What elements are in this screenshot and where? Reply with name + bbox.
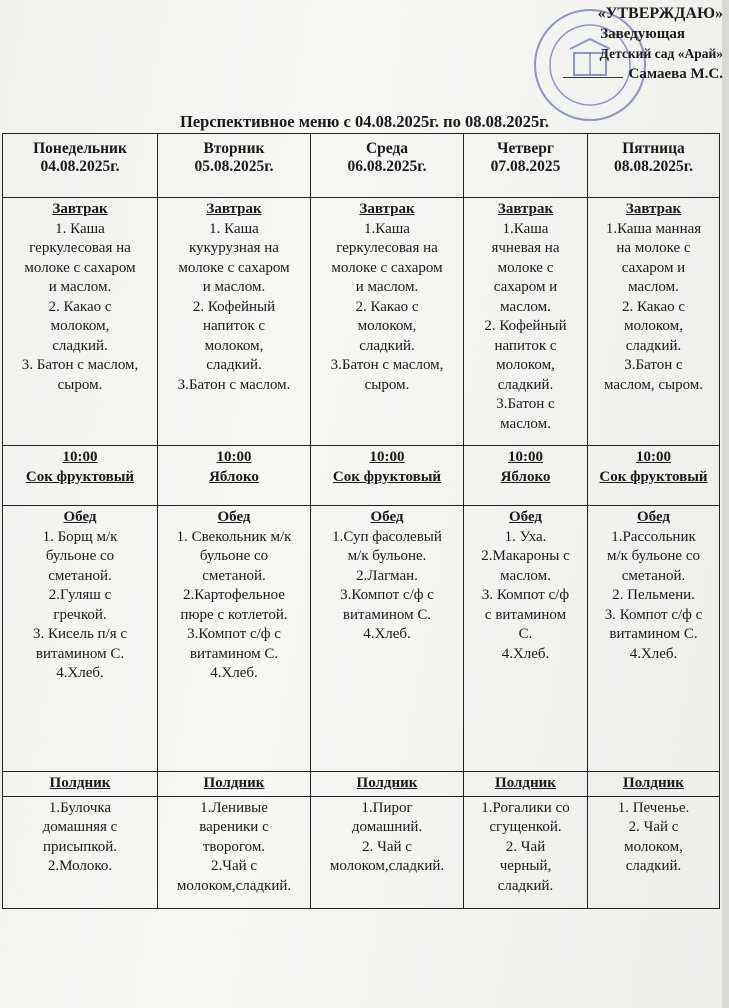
approval-position: Заведующая [600,26,685,42]
menu-item-line: витамином С. [35,645,125,662]
snack10-cell: 10:00 Яблоко [158,446,311,506]
afternoon-label-cell: Полдник [158,772,311,797]
menu-item-line: 1. Каша [55,220,105,237]
menu-item-line: 3. Батон с маслом, [21,357,139,373]
snack10-cell: 10:00 Сок фруктовый [3,446,158,506]
menu-item-line: молоком, [624,838,683,855]
day-header: Четверг 07.08.2025 [464,134,588,198]
breakfast-label: Завтрак [497,201,554,217]
menu-item-line: 2. Кофейный [484,318,567,334]
day-header: Понедельник 04.08.2025г. [3,134,158,198]
menu-item-line: 2.Чай с [210,858,258,874]
menu-item-line: 2. Чай с [628,819,679,835]
menu-item-line: 3.Батон с [624,357,683,373]
approval-signature-row [493,64,723,84]
menu-item-line: сыром. [57,376,103,393]
breakfast-cell [3,198,158,446]
menu-item-line: 1.Рассольник [611,528,696,545]
menu-item-line: и маслом. [202,279,266,295]
menu-item-line: напиток с [494,337,557,354]
menu-item-line: 1. Борщ м/к [42,528,118,545]
menu-item-line: маслом. [500,567,551,584]
menu-item-line: молоком,сладкий. [329,858,445,874]
menu-item-line: 3. Кисель п/я с [32,626,128,642]
menu-item-line: 1. Печенье. [617,799,690,816]
day-header: Вторник 05.08.2025г. [158,134,311,198]
snack10-cell: 10:00 Сок фруктовый [311,446,464,506]
menu-item-line: 2. Кофейный [192,298,276,315]
day-header: Среда 06.08.2025г. [311,134,464,198]
breakfast-cell [588,198,720,446]
menu-item-line: 2.Гуляш с [48,587,112,603]
menu-table [2,133,720,909]
lunch-label: Обед [508,509,543,525]
menu-item-line: сметаной. [202,567,266,584]
menu-item-line: 3.Компот с/ф с [187,626,281,642]
menu-item-line: 4.Хлеб. [363,626,411,642]
afternoon-row [3,796,720,908]
afternoon-label-cell: Полдник [588,772,720,797]
menu-item-line: 1.Каша манная [605,220,702,237]
menu-item-line: молоке с сахаром [24,259,136,276]
approval-org: Детский сад «Арай» [599,46,723,61]
afternoon-label-cell: Полдник [3,772,158,797]
menu-item-line: 1.Булочка [48,799,112,816]
lunch-cell [588,506,720,772]
menu-item-line: 4.Хлеб. [501,645,550,662]
menu-item-line: пюре с котлетой. [180,606,288,623]
breakfast-label: Завтрак [359,201,415,217]
breakfast-row [3,198,720,446]
menu-item-line: молоке с сахаром [178,259,290,276]
menu-item-line: домашняя с [42,819,118,835]
afternoon-cell [311,796,464,908]
breakfast-cell [464,198,588,446]
menu-item-line: и маслом. [48,279,112,295]
menu-item-line: 3.Батон с маслом, [330,357,444,373]
menu-item-line: 1.Пирог [361,799,413,816]
menu-item-line: м/к бульоне со [606,548,701,564]
menu-item-line: маслом, сыром. [603,376,704,393]
lunch-cell [464,506,588,772]
menu-item-line: м/к бульоне. [347,548,427,564]
menu-item-line: домашний. [351,819,423,835]
menu-item-line: бульоне со [199,548,269,564]
afternoon-label-cell: Полдник [464,772,588,797]
menu-item-line: гречкой. [53,606,107,623]
menu-item-line: С. [518,626,533,642]
menu-item-line: 1.Каша [502,220,549,237]
menu-item-line: сыром. [364,376,410,393]
menu-item-line: и маслом. [355,279,419,295]
menu-item-line: сладкий. [625,858,682,874]
snack10-cell: 10:00 Яблоко [464,446,588,506]
menu-item-line: кукурузная на [189,240,279,256]
afternoon-cell [588,796,720,908]
signature-line [563,67,623,78]
breakfast-cell [311,198,464,446]
menu-item-line: сладкий. [625,337,682,354]
menu-item-line: 2. Какао с [355,298,419,315]
approval-block [493,4,723,84]
menu-item-line: 3.Батон с маслом. [177,376,291,393]
menu-item-line: сладкий. [497,877,554,894]
lunch-label: Обед [370,509,404,525]
menu-item-line: маслом. [628,279,679,295]
lunch-cell [3,506,158,772]
menu-item-line: творогом. [202,838,266,855]
menu-item-line: 4.Хлеб. [210,665,258,681]
menu-item-line: 2. Какао с [621,298,686,315]
menu-item-line: молоком, [204,337,264,354]
menu-item-line: сахаром и [621,259,686,276]
lunch-cell [158,506,311,772]
menu-item-line: сладкий. [52,337,108,354]
approval-heading: «УТВЕРЖДАЮ» [597,5,723,22]
menu-item-line: витамином С. [189,645,279,662]
menu-item-line: 1.Суп фасолевый [332,528,442,545]
menu-item-line: сладкий. [497,376,554,393]
day-header: Пятница 08.08.2025г. [588,134,720,198]
menu-item-line: молоком, [624,318,683,334]
menu-item-line: сладкий. [359,337,415,354]
menu-item-line: 2.Макароны с [481,548,570,564]
menu-item-line: на молоке с [616,240,691,256]
menu-item-line: витамином С. [342,606,432,623]
lunch-row [3,506,720,772]
menu-item-line: молоком, [357,318,417,334]
menu-item-line: черный, [499,858,552,874]
menu-item-line: 4.Хлеб. [56,665,104,681]
snack10-row [3,446,720,506]
menu-item-line: молоке с сахаром [331,259,443,276]
menu-item-line: 3. Компот с/ф [481,587,570,603]
menu-item-line: вареники с [199,819,269,835]
breakfast-label: Завтрак [206,201,262,217]
menu-item-line: 2.Молоко. [47,858,113,874]
menu-item-line: сметаной. [48,567,112,584]
menu-item-line: 2. Чай [505,838,546,855]
lunch-label: Обед [636,509,671,525]
menu-item-line: 1.Каша [364,220,410,237]
menu-item-line: 1.Рогалики со [481,799,570,816]
menu-item-line: 3.Компот с/ф с [340,587,434,603]
page-title: Перспективное меню с 04.08.2025г. по 08.08.2025г. [180,112,549,131]
menu-item-line: маслом. [500,415,551,432]
menu-item-line: присыпкой. [42,838,118,855]
breakfast-cell [158,198,311,446]
menu-item-line: сгущенкой. [489,819,562,835]
menu-item-line: 3. Компот с/ф с [604,606,703,623]
afternoon-cell [3,796,158,908]
menu-item-line: 3.Батон с [496,396,555,412]
afternoon-label-row [3,772,720,797]
menu-item-line: 2. Пельмени. [612,587,695,603]
menu-item-line: 1. Свекольник м/к [176,528,292,545]
afternoon-cell [158,796,311,908]
menu-item-line: 1. Уха. [504,528,547,545]
menu-item-line: 1.Ленивые [200,799,268,816]
menu-item-line: 2. Чай с [362,838,412,855]
menu-item-line: сахаром и [493,279,558,295]
lunch-label: Обед [63,509,97,525]
menu-item-line: молоком, [496,357,555,373]
menu-item-line: молоком, [50,318,110,334]
menu-item-line: 1. Каша [209,220,259,237]
menu-item-line: бульоне со [45,548,115,564]
approval-name: Самаева М.С. [628,66,723,82]
lunch-cell [311,506,464,772]
menu-item-line: 2. Какао с [48,298,112,315]
menu-item-line: 2.Картофельное [183,587,285,603]
header-row [3,134,720,198]
menu-item-line: маслом. [500,298,551,315]
menu-item-line: ячневая на [491,240,560,256]
snack10-cell: 10:00 Сок фруктовый [588,446,720,506]
menu-item-line: геркулесовая на [29,240,131,256]
menu-item-line: геркулесовая на [336,240,438,256]
menu-item-line: молоком,сладкий. [176,877,292,894]
menu-item-line: с витамином [484,606,567,623]
afternoon-label-cell: Полдник [311,772,464,797]
menu-item-line: 2.Лагман. [356,567,418,584]
menu-item-line: сладкий. [206,357,262,373]
afternoon-cell [464,796,588,908]
menu-item-line: сметаной. [621,567,686,584]
menu-item-line: витамином С. [609,626,698,642]
menu-item-line: напиток с [202,318,266,334]
breakfast-label: Завтрак [52,201,108,217]
breakfast-label: Завтрак [625,201,682,217]
lunch-label: Обед [217,509,251,525]
menu-item-line: 4.Хлеб. [629,645,678,662]
menu-item-line: молоке с [497,259,554,276]
